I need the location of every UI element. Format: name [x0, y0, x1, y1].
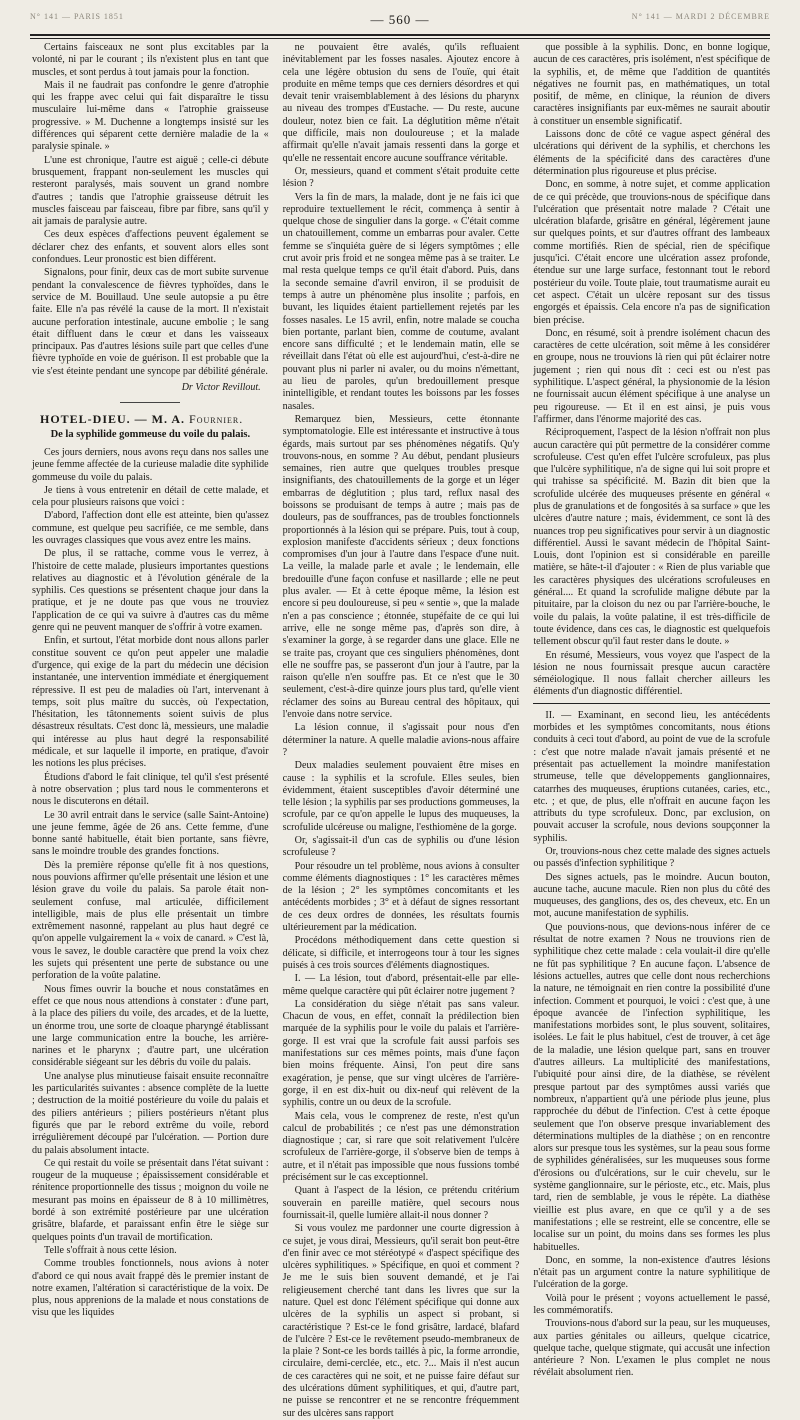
paragraph: Quant à l'aspect de la lésion, ce prétendu critérium souverain en pareille matière, quel secours nous fournissait-il, quelle lumière allait-il nous donner ? [282, 1185, 520, 1221]
paragraph: L'une est chronique, l'autre est aiguë ; celle-ci débute brusquement, frappant non-seulement les muscles qui resteront paralysés, mais souvent un grand nombre d'autres ; tandis que l'atrophie graisseuse détruit les muscles faisceau par faisceau, fibre par fibre, sans qu'il y ait jamais de paralysie autre. [32, 154, 269, 228]
paragraph: Donc, en somme, à notre sujet, et comme application de ce qui précède, que trouvions-nous de spécifique dans l'ulcération que présentait notre malade ? C'était une ulcération blafarde, grisâtre en général, légèrement jaune sur quelques points, et sur d'autres offrant des lambeaux comme mortifiés. Rien de spécial, rien de spécifique jusqu'ici. C'était encore une ulcération assez profonde, étendue sur une large surface, festonnant tout le rebord postérieur du voile. Toute plaie, tout traumatisme aurait eu cet aspect. C'était un ulcère reposant sur des tissus engorgés et épaissis. Cela encore n'a pas de signification bien précise. [533, 179, 771, 326]
paragraph: Le 30 avril entrait dans le service (salle Saint-Antoine) une jeune femme, âgée de 26 ans. Cette femme, d'une bonne santé habituelle, était bien portante, sans fièvre, sans le moindre trouble des grandes fonctions. [32, 809, 269, 858]
paragraph: En résumé, Messieurs, vous voyez que l'aspect de la lésion ne nous fournissait presque aucun caractère séméiologique. Il nous fallait chercher ailleurs les éléments d'un diagnostic différentiel. [533, 649, 771, 698]
paragraph: Vers la fin de mars, la malade, dont je ne fais ici que reproduire textuellement le récit, commença à sentir à quelque chose de singulier dans la gorge. « C'était comme un chatouillement, comme un embarras pour avaler. Cette femme se s'inquiéta guère de si légers symptômes ; elle crut avoir pris froid et ne songea même pas à se traiter. Le mal resta quelque temps ce qu'il était d'abord. Puis, dans la seconde semaine d'avril environ, il se produisit de temps à autre un phénomène plus insolite ; parfois, en buvant, les liquides étaient partiellement rejetés par les fosses nasales. Le 15 avril, enfin, notre malade se coucha bien portante, parlant bien, comme de coutume, avalant encore sans difficulté ; et le lendemain matin, elle se réveillait dans l'état où elle est aujourd'hui, c'est-à-dire ne pouvant plus ni parler ni avaler, ou du moins n'émettant, au lieu de paroles, qu'un bredouillement presque inintelligible, et rendant toutes les boissons par les fosses nasales. [282, 191, 520, 412]
paragraph: Réciproquement, l'aspect de la lésion n'offrait non plus aucun caractère qui pût permettre de la considérer comme scrofuleuse. C'est qu'en effet l'ulcère scrofuleux, pas plus que l'ulcère syphilitique, n'a de signe qui lui soit propre et qui trahisse sa spécificité. M. Bazin dit bien que la scrofulide ulcérée des muqueuses présente en général « plus de granulations et de fongosités à sa surface » que les ulcères d'autre nature ; mais, évidemment, ce sont là des nuances trop peu significatives pour servir à un diagnostic différentiel. Aussi le savant médecin de l'hôpital Saint-Louis, dont l'opinion est si considérable en pareille matière, se hâte-t-il d'ajouter : « Rien de plus variable que les caractères physiques des ulcérations scrofuleuses en général.... Et quand la scrofulide maligne débute par la pituitaire, par la cloison du nez ou par l'arrière-bouche, le voile du palais, la voûte palatine, il est très-difficile de toute évidence, dans ces cas, le diagnostic est quelquefois tellement obscur qu'il faut rester dans le doute. » [533, 427, 771, 648]
paragraph: Pour résoudre un tel problème, nous avions à consulter comme éléments diagnostiques : 1° les caractères mêmes de la lésion ; 2° les symptômes concomitants et les antécédents morbides ; 3° et à défaut de signes ressortant de ces deux ordres de données, les résultats fournis ultérieurement par la médication. [282, 860, 520, 934]
paragraph: La lésion connue, il s'agissait pour nous d'en déterminer la nature. A quelle maladie avions-nous affaire ? [282, 722, 520, 758]
header-right-faint: N° 141 — MARDI 2 DÉCEMBRE [631, 12, 770, 21]
paragraph: Que pouvions-nous, que devions-nous inférer de ce résultat de notre examen ? Nous ne trouvions rien de syphilitique chez cette malade : cela voulait-il dire qu'elle ne fût pas syphilitique ? En aucune façon. L'absence de lésions actuelles, autres que celle dont nous recherchions la nature, ne témoignait en rien contre la possibilité d'une infection. Comment et pourquoi, le voici : c'est que, à une époque avancée de l'infection syphilitique, les manifestations morbides sont, le plus souvent, solitaires, isolées. Le fait le plus habituel, c'est de trouver, à cet âge de la maladie, une lésion quelque part, sans en trouver d'autres ailleurs. La multiplicité des manifestations, l'ubiquité pour ainsi dire, de la diathèse, se révèlent presque partout par des symptômes aussi variés que nombreux, n'appartient qu'à une période plus jeune, plus rapprochée du début de l'infection. C'est à cette époque seulement que l'on observe presque invariablement des déterminations multiples de la diathèse ; on en rencontre alors sur presque tous les systèmes, sur la peau sous forme de syphilides généralisées, sur les muqueuses sous forme d'érosions ou d'ulcérations, sur le cuir chevelu, sur le système ganglionnaire, sur le périoste, etc., etc. Mais, plus tard, rien de semblable, je vous le répète. La diathèse vieillie est plus avare, en que ce qu'il y a de ses manifestations ; elle se restreint, elle se concentre, elle se localise sur un point, du moins dans ses formes les plus habituelles. [533, 921, 771, 1253]
col2-paragraphs [283, 42, 520, 1420]
page-number: — 560 — [370, 12, 430, 27]
paragraph: Comme troubles fonctionnels, nous avions à noter d'abord ce qui nous avait frappé dès le premier instant de notre examen, l'altération si caractéristique de la voix. De plus, nous apprenions de la malade et nous constations de visu que les liquides [32, 1258, 269, 1319]
paragraph: Des signes actuels, pas le moindre. Aucun bouton, aucune tache, aucune macule. Rien non plus du côté des muqueuses, des ganglions, des os, des cheveux, etc. En un mot, aucune manifestation de syphilis. [533, 871, 771, 920]
paragraph: II. — Examinant, en second lieu, les antécédents morbides et les symptômes concomitants, nous étions conduits à ceci tout d'abord, au point de vue de la scrofule : c'est que notre malade n'avait jamais présenté et ne présentait pas actuellement la moindre manifestation strumeuse, telle que développements ganglionnaires, catarrhes des muqueuses, éruptions cutanées, caries, etc., etc. ; et que, de plus, elle n'offrait en aucune façon les attributs du type scrofuleux. Donc, par exclusion, on pouvait accuser la scrofule, nous devions soupçonner la syphilis. [533, 709, 771, 844]
paragraph: Enfin, et surtout, l'état morbide dont nous allons parler constitue souvent ce qu'on peut appeler une maladie d'urgence, qui exige de la part du médecin une décision instantanée, une intervention immédiate et énergiquement répressive. Il est peu de maladies où l'art, intervenant à temps, soit plus maître du succès, où l'expectation, l'hésitation, les tâtonnements soient suivis de plus désastreux résultats. C'est donc là, messieurs, une maladie qui intéresse au plus haut degré la responsabilité médicale, et sur laquelle il importe, en pratique, d'avoir les notions les plus précises. [32, 635, 269, 770]
paragraph: Ces deux espèces d'affections peuvent également se déclarer chez des enfants, et souvent alors elles sont confondues. Leur pronostic est bien différent. [32, 229, 269, 266]
paragraph: Je tiens à vous entretenir en détail de cette malade, et cela pour plusieurs raisons que voici : [32, 484, 269, 509]
paragraph: Telle s'offrait à nous cette lésion. [44, 1244, 177, 1256]
col3-paragraphs-2 [533, 710, 770, 1380]
paragraph: Remarquez bien, Messieurs, cette étonnante symptomatologie. Elle est intéressante et instructive à tous égards, mais surtout par ses phénomènes négatifs. Qu'y trouvons-nous, en somme ? Au début, pendant plusieurs semaines, rien autre que quelques troubles presque insignifiants, des chatouillements de la gorge et un léger embarras de déglutition ; plus tard, reflux nasal des boissons se produisant de temps à autre ; mais pas de douleurs, pas de souffrances, pas de troubles fonctionnels proportionnés à la lésion qui se prépare. Puis, tout à coup, explosion manifeste d'accidents sérieux ; deux fonctions compromises d'un jour à l'autre dans l'espace d'une nuit. La veille, la malade parle et avale ; le lendemain, elle bredouille d'une façon confuse et nasillarde ; elle ne peut plus avaler. — Et à cette époque même, la lésion est encore si peu douloureuse, si peu « sentie », que la malade n'en a pas conscience ; étonnée, stupéfaite de ce qui lui arrive, elle ne songe même pas, d'après son dire, à s'examiner la gorge, à se regarder dans une glace. Elle ne se traite pas, croyant que ces singuliers phénomènes, dont elle ne souffre pas, se passeront d'un jour à l'autre, par la raison qu'elle n'en souffre pas. Et ce n'est que le 30 seulement, c'est-à-dire quinze jours plus tard, qu'elle vient réclamer des soins au Bureau central des hôpitaux, qui l'envoie dans notre service. [282, 413, 520, 721]
header-left-faint: N° 141 — PARIS 1851 [30, 12, 124, 21]
paragraph: Si vous voulez me pardonner une courte digression à ce sujet, je vous dirai, Messieurs, qu'il serait bon peut-être d'en finir avec ce mot stéréotypé « d'aspect spécifique des ulcères syphilitiques. » Spécifique, en quoi et comment ? Je me le suis bien souvent demandé, et je l'ai religieusement cherché tant dans les livres que sur la nature. Quel est donc l'élément spécifique qui donne aux ulcères de la syphilis un aspect si probant, si caractéristique ? Est-ce le fond grisâtre, lardacé, blafard de l'ulcère ? Est-ce le revêtement pseudo-membraneux de la plaie ? Sont-ce les bords taillés à pic, la forme arrondie, circulaire, demi-cerclée, etc., etc. ?... Mais il n'est aucun de ces caractères qui ne soit, et ne puisse faire défaut sur des ulcérations dûment syphilitiques, et qui, d'autre part, ne puisse se rencontrer et ne se rencontre fréquemment sur des ulcères sans rapport [282, 1223, 520, 1419]
column-3 [533, 42, 771, 1379]
section-title [40, 413, 269, 425]
paragraph: La considération du siège n'était pas sans valeur. Chacun de vous, en effet, connaît la prédilection bien marquée de la syphilis pour le voile du palais et l'arrière-gorge. Il est vrai que la scrofule fait aussi parfois ses manifestations sur ces mêmes points, mais d'une façon bien moins fréquente. Ainsi, l'on peut dire sans exagération, je pense, que sur vingt ulcères de l'arrière-gorge, il en est dix-huit ou dix-neuf qui relèvent de la syphilis, contre un ou deux de la scrofule. [282, 998, 520, 1109]
paragraph: Ces jours derniers, nous avons reçu dans nos salles une jeune femme affectée de la curieuse maladie dite syphilide gommeuse du voile du palais. [32, 446, 269, 483]
paragraph: De plus, il se rattache, comme vous le verrez, à l'histoire de cette malade, plusieurs importantes questions relatives au diagnostic et à l'évolution générale de la syphilis. Ces questions se présentent chaque jour dans la pratique, et je ne doute pas que vous ne trouviez l'application de ce qui va suivre à d'autres cas du même genre qui ne peuvent manquer de s'offrir à votre examen. [32, 548, 269, 634]
column-1 [32, 42, 269, 1319]
section-separator [120, 402, 180, 403]
paragraph: Dès la première réponse qu'elle fit à nos questions, nous pouvions affirmer qu'elle présentait une lésion et une lésion grave du voile du palais. Sa parole était non-seulement confuse, mal articulée, difficilement intelligible, mais de plus elle présentait un timbre extrêmement nasonné, rappelant au plus haut degré ce qu'on appelle vulgairement la « voix de canard. » C'est là, vous le savez, le double caractère que prend la voix chez les sujets qui présentent une perte de substance ou une perforation de la voûte palatine. [32, 859, 269, 982]
paragraph: Or, messieurs, quand et comment s'était produite cette lésion ? [282, 165, 520, 190]
paragraph: D'abord, l'affection dont elle est atteinte, bien qu'assez commune, est quelque peu sacrifiée, ce me semble, dans les ouvrages classiques que vous avez entre les mains. [32, 510, 269, 546]
paragraph: Certains faisceaux ne sont plus excitables par la volonté, ni par le courant ; ils n'existent plus en tant que muscles, et sont perdus à tout jamais pour la fonction. [32, 42, 269, 78]
paragraph: Signalons, pour finir, deux cas de mort subite survenue pendant la convalescence de fièvres typhoïdes, dans le service de M. Bouillaud. Une seule autopsie a pu être faite. Elle n'a pas révélé la cause de la mort. Il n'existait aucune perforation intestinale, aucune embolie ; le sang était diffluent dans le cœur et dans les vaisseaux principaux. Pas d'autres lésions suile part que celles d'une fièvre typhoïde en voie de guérison. Il est probable que la vie s'est éteinte pendant une syncope par débilité générale. [32, 267, 269, 377]
paragraph: Une analyse plus minutieuse faisait ensuite reconnaître les particularités suivantes : absence complète de la luette ; destruction de la moitié postérieure du voile du palais et des piliers antérieurs ; piliers postérieurs n'étant plus figurés que par le rebord extrême du voile, rebord irrégulièrement découpé par l'ulcération. — Portion dure du palais absolument intacte. [32, 1070, 269, 1156]
paragraph: Donc, en résumé, soit à prendre isolément chacun des caractères de cette ulcération, soit même à les considérer en groupe, nous ne trouvions là rien qui pût éclairer notre jugement ; rien qui nous dît : ceci est ou n'est pas syphilitique. L'aspect général, la physionomie de la lésion ne fournissait aucun élément spécifique à une analyse un peu rigoureuse. — Et il en est ainsi, je puis vous l'affirmer, dans l'énorme majorité des cas. [533, 327, 771, 425]
section-author: Fournier. [189, 412, 244, 427]
section-subtitle: De la syphilide gommeuse du voile du palais. [50, 428, 251, 440]
paragraph: I. — La lésion, tout d'abord, présentait-elle par elle-même quelque caractère qui pût éclairer notre jugement ? [282, 973, 520, 997]
paragraph: Deux maladies seulement pouvaient être mises en cause : la syphilis et la scrofule. Elles seules, bien évidemment, étaient susceptibles d'avoir déterminé une telle lésion ; la syphilis par ses productions gommeuses, la scrofule, par ce qu'on appelle le lupus des muqueuses, la scrofulide ulcéreuse ou maligne, l'esthiomène de la gorge. [282, 760, 520, 833]
column-rule [533, 703, 770, 704]
column-2 [282, 42, 520, 1419]
paragraph: Mais cela, vous le comprenez de reste, n'est qu'un calcul de probabilités ; ce n'est pas une démonstration diagnostique ; car, si rare que soit relativement l'ulcère scrofuleux de l'arrière-gorge, il s'observe bien de temps à autre, et il n'était pas impossible que nous fussions tombé précisément sur le cas exceptionnel. [282, 1110, 520, 1184]
header-rule [30, 34, 770, 39]
col1-paragraphs [32, 42, 269, 378]
paragraph: Laissons donc de côté ce vague aspect général des ulcérations qui dérivent de la syphilis, et cherchons les éléments de la spécificité dans des caractères d'une détermination plus rigoureuse et plus précise. [533, 129, 771, 177]
paragraph: Ce qui restait du voile se présentait dans l'état suivant : rougeur de la muqueuse ; épaississement considérable et rénitence proportionnelle des tissus ; moignon du voile ne mesurant pas moins en épaisseur de 8 à 10 millimètres, bordé à son extrémité postérieure par une ulcération grisâtre, blafarde, et paraissant enfin être le siège sur quelques points d'un travail de mortification. [32, 1157, 269, 1243]
col3-paragraphs [533, 42, 770, 699]
paragraph: Mais il ne faudrait pas confondre le genre d'atrophie qui les frappe avec celui qui fait disparaître le tissu musculaire lui-même dans « l'atrophie graisseuse progressive. » M. Duchenne a longtemps insisté sur les différences qui séparent cette dernière maladie de la « paralysie spinale. » [32, 79, 269, 153]
author-signature: Dr Victor Revillout. [181, 382, 261, 394]
paragraph: Or, s'agissait-il d'un cas de syphilis ou d'une lésion scrofuleuse ? [282, 835, 520, 859]
section-title-text: HOTEL-DIEU. — M. A. [40, 412, 186, 427]
paragraph: Étudions d'abord le fait clinique, tel qu'il s'est présenté à notre observation ; plus tard nous le commenterons et nous le discuterons en détail. [32, 771, 269, 808]
paragraph: Procédons méthodiquement dans cette question si délicate, si difficile, et interrogeons tour à tour les signes puisés à ces trois sources d'éléments diagnostiques. [282, 935, 520, 971]
paragraph: ne pouvaient être avalés, qu'ils refluaient inévitablement par les fosses nasales. Ajoutez encore à cela une légère obtusion du sens de l'ouïe, qui était produite en même temps que ces derniers désordres et qui devait tenir vraisemblablement à des lésions du pharynx au niveau des trompes d'Eustache. — Du reste, aucune douleur, notez bien ce fait. La déglutition même n'était que difficile, mais non douloureuse ; et la malade affirmait qu'elle n'avait jamais ressenti dans la gorge et qu'elle ne ressentait encore aucune souffrance véritable. [282, 42, 520, 164]
paragraph: Or, trouvions-nous chez cette malade des signes actuels ou passés d'infection syphilitique ? [533, 846, 771, 870]
paragraph: Nous fîmes ouvrir la bouche et nous constatâmes en effet ce que nous nous attendions à constater : d'une part, à la place des piliers du voile, des arcades, et de la luette, un énorme trou, une sorte de cloaque pharyngé établissant une large communication entre la bouche, les arrière-narines et le pharynx ; d'autre part, une ulcération considérable siégeant sur les débris du voile du palais. [32, 983, 269, 1069]
paragraph: Donc, en somme, la non-existence d'autres lésions n'était pas un argument contre la nature syphilitique de l'ulcération de la gorge. [533, 1254, 771, 1291]
paragraph: Voilà pour le présent ; voyons actuellement le passé, les commémoratifs. [533, 1292, 771, 1316]
page-header [30, 8, 770, 32]
paragraph: Trouvions-nous d'abord sur la peau, sur les muqueuses, aux parties génitales ou ailleurs, quelque cicatrice, quelque tache, quelque stigmate, qui accusât une infection antérieure ? Non. L'examen le plus complet ne nous révélait absolument rien. [533, 1318, 771, 1379]
col1-paragraphs-2 [32, 447, 269, 1320]
paragraph: que possible à la syphilis. Donc, en bonne logique, aucun de ces caractères, pris isolément, n'est spécifique de la syphilis, et, de même que l'addition de quantités négatives ne fournit pas, en mathématiques, un total positif, de même, en clinique, la réunion de divers caractères insignifiants par eux-mêmes ne saurait aboutir à constituer un ensemble significatif. [533, 42, 771, 127]
article-columns [32, 42, 771, 1419]
